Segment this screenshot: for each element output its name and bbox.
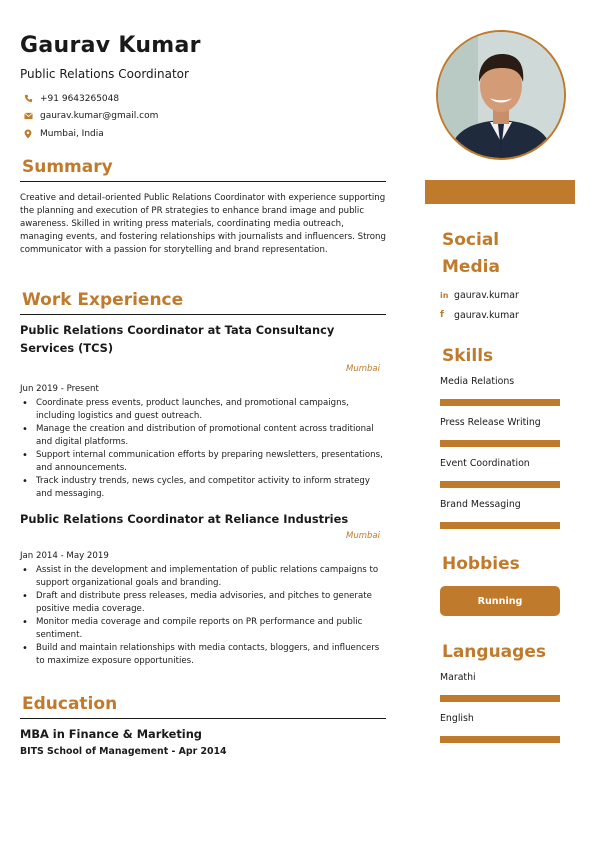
skill-bar [440,399,560,406]
contact-email-text: gaurav.kumar@gmail.com [40,111,159,122]
job-location: Mumbai [346,363,380,374]
skills-section [425,343,575,529]
education-divider [20,718,386,719]
social-facebook[interactable] [425,305,575,325]
sidebar [425,30,575,753]
languages-heading: Languages [442,642,546,662]
hobbies-section [425,551,575,616]
job-bullet: • Support internal communication efforts by preparing newsletters, presentations, and announcements. [20,449,386,475]
job-bullet: • Monitor media coverage and compile reports on PR performance and public sentiment. [20,616,386,642]
education-degree: MBA in Finance & Marketing [20,726,202,741]
job-title: Public Relations Coordinator at Tata Consultancy Services (TCS) [20,322,335,355]
job-bullets [20,397,386,501]
skill-label: Brand Messaging [440,499,521,510]
hobbies-heading: Hobbies [442,554,520,574]
candidate-role: Public Relations Coordinator [20,67,189,81]
education-school: BITS School of Management - Apr 2014 [20,745,227,757]
skills-heading: Skills [442,346,494,366]
education-section [20,693,386,759]
social-heading-line-2: Media [442,257,500,277]
main-column [20,30,386,759]
job-entry [20,321,386,501]
location-pin-icon [20,129,40,139]
contact-location-text: Mumbai, India [40,128,104,139]
contact-location [20,125,386,143]
languages-section [425,639,575,743]
contact-email[interactable] [20,108,386,126]
job-bullet: • Coordinate press events, product launches, and promotional campaigns, including logistics and guest outreach. [20,397,386,423]
hobby-chip: Running [440,586,560,616]
skill-label: Press Release Writing [440,417,541,428]
contact-phone-text: +91 9643265048 [40,93,120,104]
social-linkedin-text: gaurav.kumar [454,289,519,301]
job-dates: Jun 2019 - Present [20,383,99,394]
job-bullet: • Assist in the development and implementation of public relations campaigns to support organizational goals and branding. [20,564,386,590]
skill-bar [440,522,560,529]
social-facebook-text: gaurav.kumar [454,309,519,321]
summary-section [20,156,386,257]
skill-label: Event Coordination [440,458,530,469]
education-heading: Education [22,693,118,714]
job-entry [20,510,386,668]
skill-bar [440,481,560,488]
work-section [20,289,386,668]
email-icon [20,112,40,120]
language-label: Marathi [440,672,476,683]
profile-photo [436,30,566,160]
language-label: English [440,713,474,724]
contact-phone[interactable] [20,90,386,108]
summary-text: Creative and detail-oriented Public Relations Coordinator with experience supporting the planning and execution of PR strategies to enhance brand image and public awareness. Skilled in writing press materials, coordinating media outreach, managing events, and fostering relationships with journalists and influencers. Strong communicator with a passion for storytelling and brand representation. [20,192,386,255]
skill-bar [440,440,560,447]
work-divider [20,314,386,315]
skill-label: Media Relations [440,376,515,387]
job-bullet: • Track industry trends, news cycles, and competitor activity to inform strategy and messaging. [20,475,386,501]
summary-divider [20,181,386,182]
social-linkedin[interactable] [425,285,575,305]
phone-icon [20,94,40,103]
candidate-name: Gaurav Kumar [20,33,201,58]
job-bullet: • Draft and distribute press releases, media advisories, and pitches to generate positive media coverage. [20,590,386,616]
job-dates: Jan 2014 - May 2019 [20,550,109,561]
language-bar [440,736,560,743]
work-heading: Work Experience [22,289,184,310]
job-bullet: • Build and maintain relationships with media contacts, bloggers, and influencers to maximize exposure opportunities. [20,642,386,668]
facebook-icon: f [440,310,444,320]
social-section [425,227,575,325]
job-bullet: • Manage the creation and distribution of promotional content across traditional and digital platforms. [20,423,386,449]
language-bar [440,695,560,702]
job-location: Mumbai [346,530,380,541]
summary-heading: Summary [22,156,113,177]
job-title: Public Relations Coordinator at Reliance Industries [20,511,349,526]
job-bullets [20,564,386,668]
accent-bar [425,180,575,204]
social-heading-line-1: Social [442,230,500,250]
contact-list [20,90,386,143]
linkedin-icon: in [440,290,449,300]
